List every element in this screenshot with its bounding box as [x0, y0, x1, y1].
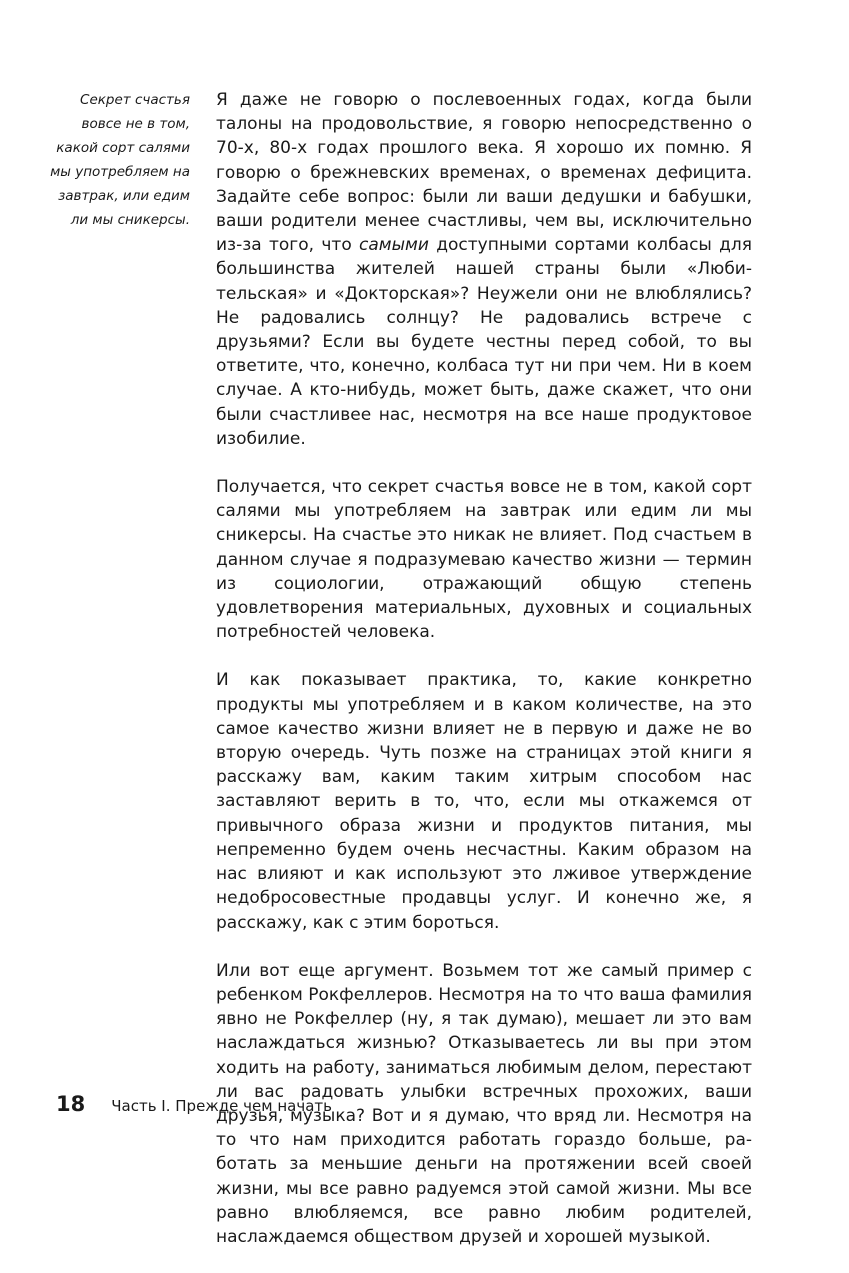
- margin-note: [40, 88, 190, 232]
- paragraph-3: И как показывает практика, то, какие конкретно продукты мы употребляем и в каком количестве, на это самое качество жизни влияет не в первую и даже не во вторую очередь. Чуть позже на страницах этой книги я расскажу вам, каким таким хитрым способом нас заставляют верить в то, что, если мы откажемся от привычного образа жизни и продуктов питания, мы непременно будем очень несчастны. Каким образом на нас влияют и как используют это лживое утверждение недобросовестные продавцы услуг. И конечно же, я расскажу, как с этим бороться.: [216, 670, 752, 933]
- running-head: Часть I. Прежде чем начать: [111, 1097, 332, 1115]
- page-footer: [56, 1092, 332, 1116]
- paragraph-1: [216, 88, 752, 451]
- margin-note-text: Секрет счастья вовсе не в том, какой сорт салями мы употребляем на завтрак, или едим ли мы сникерсы.: [50, 92, 190, 228]
- paragraph-1-before: Я даже не говорю о послевоенных годах, когда были талоны на продовольствие, я говорю непосредственно о 70-х, 80-х годах прошлого века. Я хорошо их помню. Я говорю о брежневских временах, о временах дефицита. Задайте себе вопрос: были ли ваши дедушки и бабушки, ваши родители менее счастливы, чем вы, исключительно из-за того, что: [216, 90, 752, 256]
- paragraph-1-after: доступными сортами колбасы для большинства жителей нашей страны были «Любительская» и «Докторская»? Неужели они не влюблялись? Не радовались солнцу? Не радовались встрече с друзьями? Если вы будете честны перед собой, то вы ответите, что, конечно, колбаса тут ни при чем. Ни в коем случае. А кто-нибудь, может быть, даже скажет, что они были счастливее нас, несмотря на все наше продуктовое изобилие.: [216, 235, 753, 449]
- paragraph-2: Получается, что секрет счастья вовсе не в том, какой сорт салями мы употребляем на завтрак или едим ли мы сникерсы. На счастье это никак не влияет. Под счастьем в данном случае я подразумеваю качество жизни — термин из социологии, отражающий общую степень удовлетворения материальных, духовных и социальных потребностей человека.: [216, 477, 752, 643]
- paragraph-1-emphasis: самыми: [359, 235, 429, 256]
- paragraph-4: Или вот еще аргумент. Возьмем тот же самый пример с ребенком Рокфеллеров. Несмотря на то что ваша фамилия явно не Рокфеллер (ну, я так думаю), мешает ли это вам наслаждаться жизнью? Отказываетесь ли вы при этом ходить на работу, заниматься любимым делом, перестают ли вас радовать улыбки встречных прохожих, ваши друзья, музыка? Вот и я думаю, что вряд ли. Несмотря на то что нам приходится работать гораздо больше, работать за меньшие деньги на протяжении всей своей жизни, мы все равно радуемся этой самой жизни. Мы все равно влюбляемся, все равно любим родителей, наслаждаемся обществом друзей и хорошей музыкой.: [216, 960, 752, 1247]
- page-number: 18: [56, 1092, 86, 1116]
